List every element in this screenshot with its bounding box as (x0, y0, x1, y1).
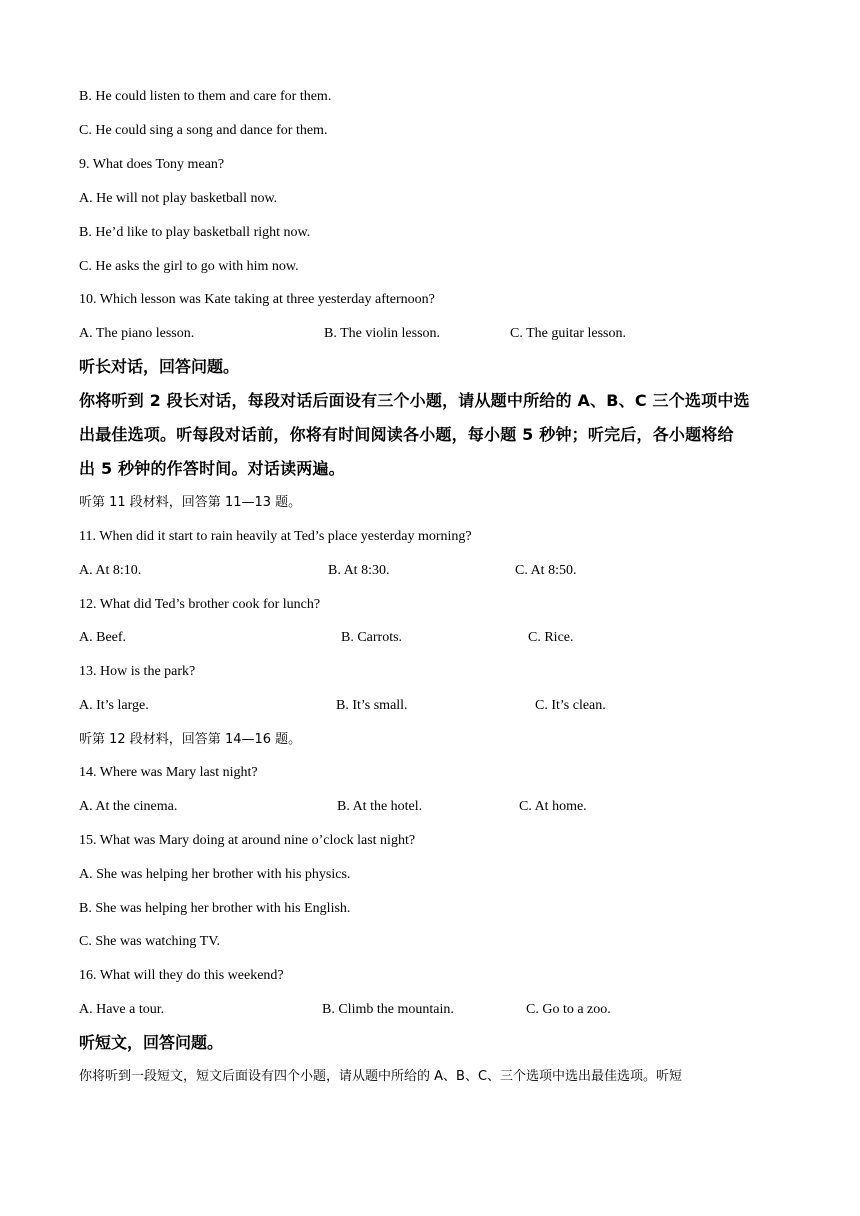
q13-option-a: A. It’s large. (79, 698, 149, 713)
section-long-instruction-3: 出 5 秒钟的作答时间。对话读两遍。 (79, 459, 345, 478)
q12-option-c: C. Rice. (528, 630, 574, 645)
q9-option-a: A. He will not play basketball now. (79, 191, 278, 206)
q12-question: 12. What did Ted’s brother cook for lunch? (79, 597, 321, 612)
q11-question: 11. When did it start to rain heavily at Ted’s place yesterday morning? (79, 529, 472, 544)
q16-option-b: B. Climb the mountain. (322, 1002, 454, 1017)
section-short-heading: 听短文，回答问题。 (79, 1033, 224, 1052)
q13-question: 13. How is the park? (79, 664, 196, 679)
q12-option-b: B. Carrots. (341, 630, 403, 645)
q14-option-a: A. At the cinema. (79, 799, 178, 814)
q16-question: 16. What will they do this weekend? (79, 968, 284, 983)
q14-option-c: C. At home. (519, 799, 587, 814)
q10-option-c: C. The guitar lesson. (510, 326, 627, 341)
q16-option-a: A. Have a tour. (79, 1002, 165, 1017)
q15-option-c: C. She was watching TV. (79, 934, 221, 949)
q11-option-b: B. At 8:30. (328, 563, 390, 578)
material-11-label: 听第 11 段材料，回答第 11—13 题。 (79, 495, 302, 510)
material-12-label: 听第 12 段材料，回答第 14—16 题。 (79, 732, 302, 747)
q10-option-a: A. The piano lesson. (79, 326, 195, 341)
q9-question: 9. What does Tony mean? (79, 157, 225, 172)
q10-option-b: B. The violin lesson. (324, 326, 441, 341)
q13-option-c: C. It’s clean. (535, 698, 606, 713)
q11-option-c: C. At 8:50. (515, 563, 577, 578)
q14-option-b: B. At the hotel. (337, 799, 423, 814)
q11-option-a: A. At 8:10. (79, 563, 142, 578)
q9-option-b: B. He’d like to play basketball right now. (79, 225, 311, 240)
q15-question: 15. What was Mary doing at around nine o’clock last night? (79, 833, 416, 848)
q12-option-a: A. Beef. (79, 630, 127, 645)
q8-option-c: C. He could sing a song and dance for them. (79, 123, 328, 138)
q13-option-b: B. It’s small. (336, 698, 408, 713)
q14-question: 14. Where was Mary last night? (79, 765, 258, 780)
q16-option-c: C. Go to a zoo. (526, 1002, 611, 1017)
q15-option-b: B. She was helping her brother with his English. (79, 901, 351, 916)
q9-option-c: C. He asks the girl to go with him now. (79, 259, 299, 274)
section-short-instruction-1: 你将听到一段短文，短文后面设有四个小题，请从题中所给的 A、B、C、三个选项中选出最佳选项。听短 (79, 1069, 683, 1084)
q10-question: 10. Which lesson was Kate taking at three yesterday afternoon? (79, 292, 435, 307)
section-long-heading: 听长对话，回答问题。 (79, 357, 240, 376)
section-long-instruction-1: 你将听到 2 段长对话，每段对话后面设有三个小题，请从题中所给的 A、B、C 三个选项中选 (79, 391, 750, 410)
q15-option-a: A. She was helping her brother with his physics. (79, 867, 351, 882)
section-long-instruction-2: 出最佳选项。听每段对话前，你将有时间阅读各小题，每小题 5 秒钟；听完后，各小题将给 (79, 425, 734, 444)
q8-option-b: B. He could listen to them and care for them. (79, 89, 332, 104)
